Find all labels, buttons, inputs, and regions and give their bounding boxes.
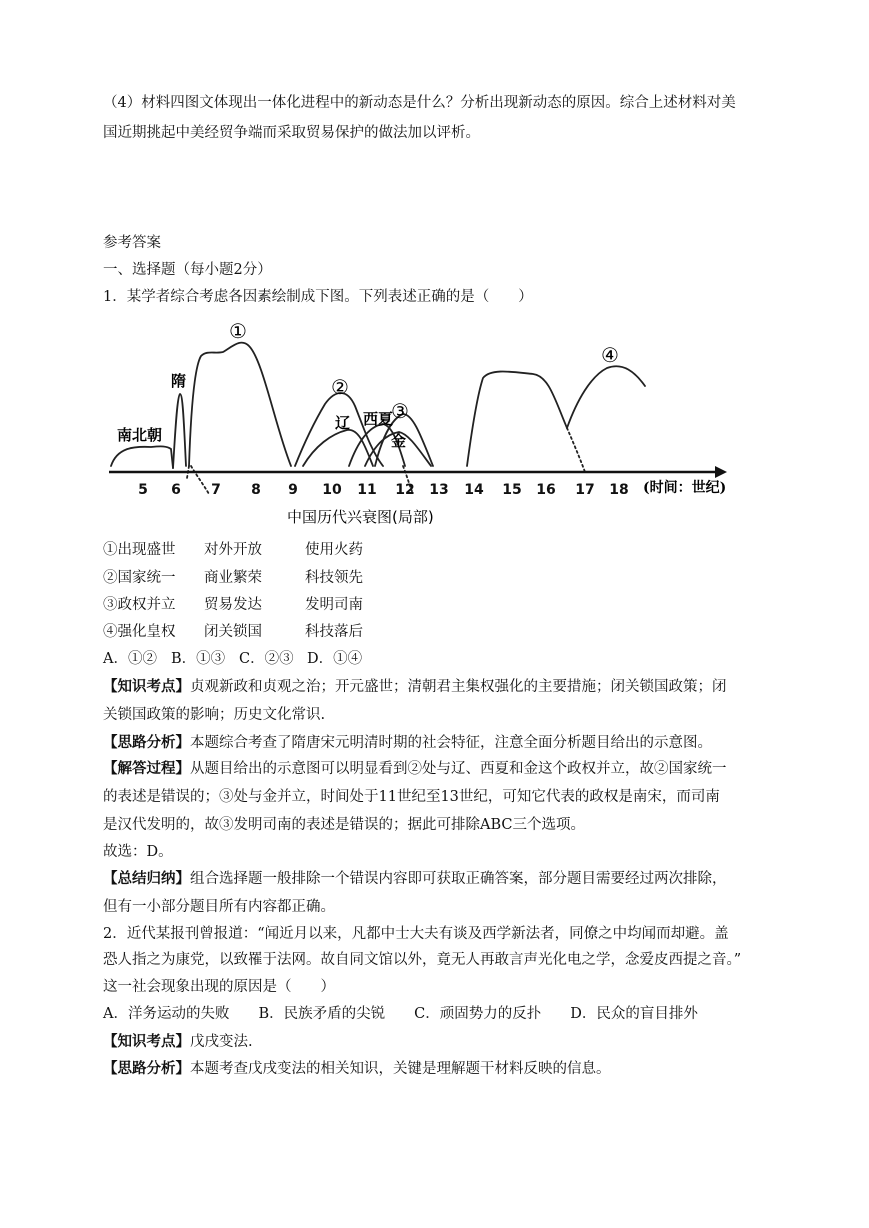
- figure-caption: 中国历代兴衰图(局部): [287, 508, 434, 526]
- summary-label: 【总结归纳】: [103, 870, 190, 887]
- q2-knowledge-label: 【知识考点】: [103, 1033, 190, 1050]
- tick-label: 15: [502, 482, 522, 498]
- option-2-c: 科技领先: [305, 570, 363, 586]
- curve-tang: [189, 343, 291, 466]
- marker-4: ④: [601, 343, 619, 367]
- option-4-a: ④强化皇权: [103, 624, 176, 640]
- choice-d: D．①④: [307, 651, 363, 667]
- marker-1: ①: [229, 319, 247, 343]
- q2-stem-1: 2．近代某报刊曾报道：“闻近月以来，凡都中士大夫有谈及西学新法者，同僚之中均闻而却避。盖: [103, 926, 729, 942]
- q1-choices: [103, 649, 362, 669]
- curve-qing: [567, 366, 645, 428]
- axis-label: (时间：世纪): [643, 480, 727, 496]
- choice-a: A．①②: [103, 651, 157, 667]
- q2-analysis: [103, 1059, 611, 1079]
- tick-label: 10: [322, 482, 342, 498]
- q2-stem-2: 恐人指之为康党，以致罹于法网。故自同文馆以外，竟无人再敢言声光化电之学，念爱皮西提之音。”: [103, 952, 742, 968]
- choice-c: C．②③: [239, 651, 294, 667]
- q1-summary-2: 但有一小部分题目所有内容都正确。: [103, 899, 335, 915]
- tick-label: 16: [536, 482, 556, 498]
- option-1-b: 对外开放: [204, 542, 262, 558]
- option-1-c: 使用火药: [305, 542, 363, 558]
- option-4-b: 闭关锁国: [204, 624, 262, 640]
- options-row-3: [103, 595, 363, 615]
- analysis-text: 本题综合考查了隋唐宋元明清时期的社会特征，注意全面分析题目给出的示意图。: [190, 735, 712, 751]
- process-label: 【解答过程】: [103, 760, 190, 777]
- options-row-2: [103, 568, 363, 588]
- q1-summary: [103, 869, 727, 889]
- history-rise-fall-figure: [103, 316, 743, 532]
- q2-choices: A．洋务运动的失败 B．民族矛盾的尖锐 C．顽固势力的反扑 D．民众的盲目排外: [103, 1006, 698, 1022]
- label-nanbeichao: 南北朝: [117, 426, 163, 444]
- option-2-a: ②国家统一: [103, 570, 176, 586]
- process-text: 从题目给出的示意图可以明显看到②处与辽、西夏和金这个政权并立，故②国家统一: [190, 761, 727, 777]
- marker-3: ③: [391, 399, 409, 423]
- q1-process-2: 的表述是错误的；③处与金并立，时间处于11世纪至13世纪，可知它代表的政权是南宋，而司南: [103, 789, 720, 805]
- curve-ming-tail: [567, 428, 585, 472]
- option-1-a: ①出现盛世: [103, 542, 176, 558]
- marker-2: ②: [331, 375, 349, 399]
- tick-labels: [138, 482, 629, 498]
- q1-stem: 1．某学者综合考虑各因素绘制成下图。下列表述正确的是（ ）: [103, 289, 533, 305]
- tick-label: 13: [429, 482, 449, 498]
- q1-knowledge-2: 关锁国政策的影响；历史文化常识.: [103, 707, 326, 723]
- options-row-4: [103, 622, 363, 642]
- q4-line-1: （4）材料四图文体现出一体化进程中的新动态是什么？分析出现新动态的原因。综合上述材料对美: [103, 95, 736, 111]
- label-jin: 金: [391, 432, 407, 450]
- tick-label: 9: [288, 482, 298, 498]
- curve-sui: [173, 394, 186, 468]
- q2-analysis-text: 本题考查戊戌变法的相关知识，关键是理解题干材料反映的信息。: [190, 1061, 611, 1077]
- option-2-b: 商业繁荣: [204, 570, 262, 586]
- q1-process-3: 是汉代发明的，故③发明司南的表述是错误的；据此可排除ABC三个选项。: [103, 817, 585, 833]
- choice-b: B．①③: [171, 651, 226, 667]
- tick-label: 5: [138, 482, 148, 498]
- label-xixia: 西夏: [363, 410, 394, 428]
- tick-label: 8: [251, 482, 261, 498]
- q1-analysis: [103, 733, 712, 753]
- q2-stem-3: 这一社会现象出现的原因是（ ）: [103, 979, 335, 995]
- curve-yuan-ming: [467, 372, 567, 467]
- option-3-a: ③政权并立: [103, 597, 176, 613]
- knowledge-text: 贞观新政和贞观之治；开元盛世；清朝君主集权强化的主要措施；闭关锁国政策；闭: [190, 679, 727, 695]
- label-liao: 辽: [335, 414, 351, 432]
- q2-knowledge: [103, 1032, 253, 1052]
- analysis-label: 【思路分析】: [103, 734, 190, 751]
- curve-tang-tail: [191, 466, 209, 494]
- tick-label: 11: [357, 482, 377, 498]
- tick-label: 6: [171, 482, 181, 498]
- section-title: 一、选择题（每小题2分）: [103, 262, 272, 278]
- option-3-b: 贸易发达: [204, 597, 262, 613]
- options-row-1: [103, 540, 363, 560]
- summary-text: 组合选择题一般排除一个错误内容即可获取正确答案，部分题目需要经过两次排除，: [190, 871, 727, 887]
- curve-liao: [303, 430, 373, 466]
- option-3-c: 发明司南: [305, 597, 363, 613]
- tick-label: 18: [609, 482, 629, 498]
- q4-line-2: 国近期挑起中美经贸争端而采取贸易保护的做法加以评析。: [103, 125, 480, 141]
- curve-nanbeichao: [111, 446, 173, 468]
- q2-analysis-label: 【思路分析】: [103, 1060, 190, 1077]
- tick-label: 14: [464, 482, 484, 498]
- tick-label: 12: [395, 482, 415, 498]
- knowledge-label: 【知识考点】: [103, 678, 190, 695]
- q1-process: [103, 759, 727, 779]
- tick-label: 17: [575, 482, 595, 498]
- q1-knowledge: [103, 677, 727, 697]
- label-sui: 隋: [171, 372, 187, 390]
- q2-knowledge-text: 戊戌变法.: [190, 1034, 253, 1050]
- q1-result: 故选：D。: [103, 844, 173, 860]
- tick-label: 7: [211, 482, 221, 498]
- option-4-c: 科技落后: [305, 624, 363, 640]
- axis-arrow-icon: [715, 466, 727, 478]
- answer-title: 参考答案: [103, 235, 161, 251]
